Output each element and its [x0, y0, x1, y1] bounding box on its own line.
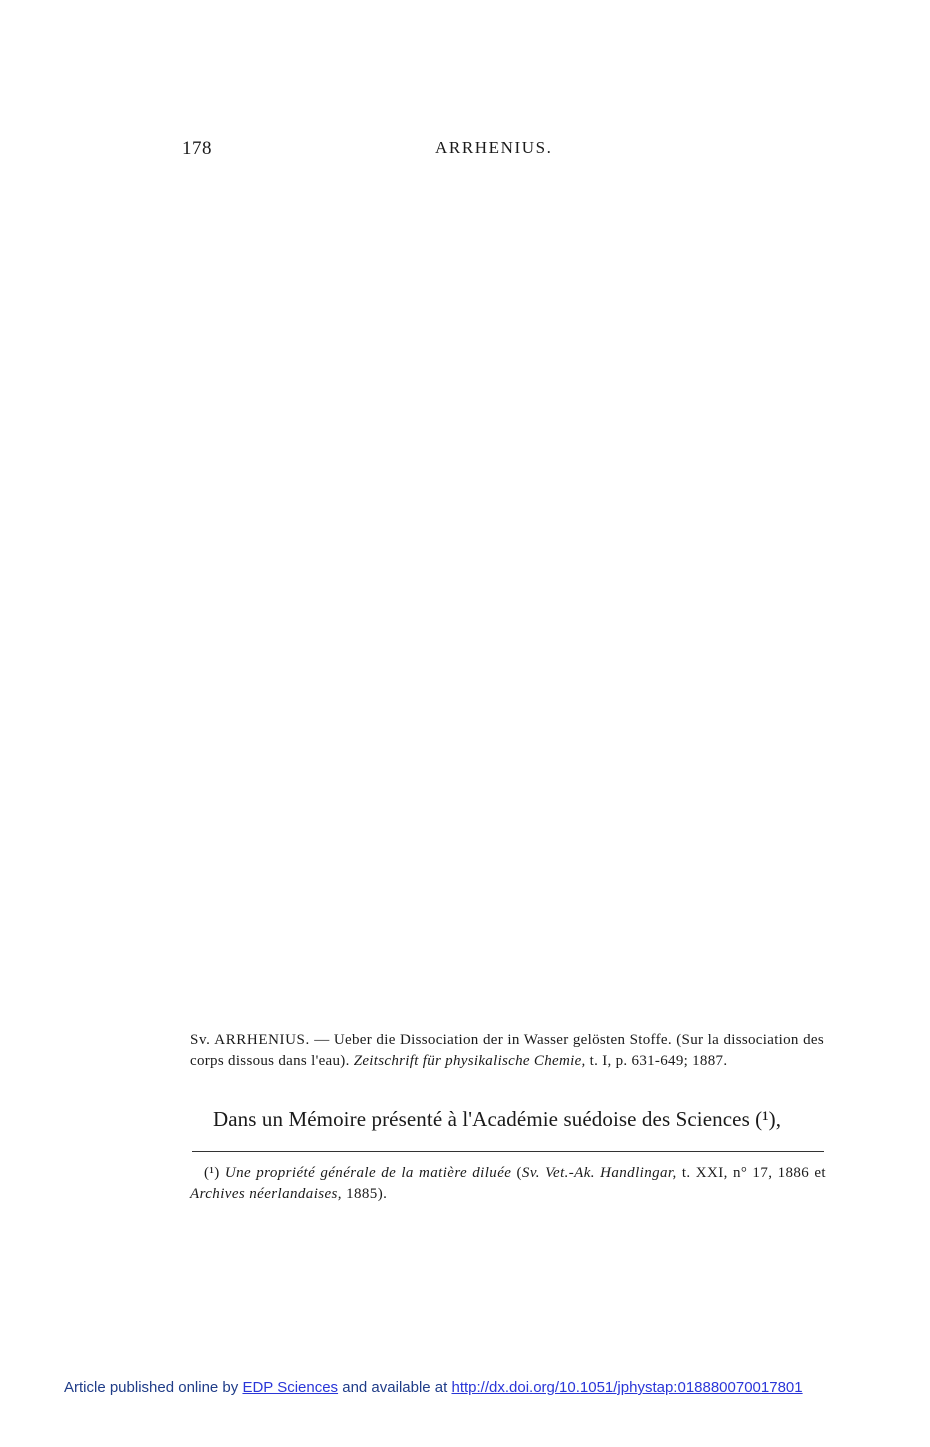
body-first-line: Dans un Mémoire présenté à l'Académie suédoise des Sciences (¹), [213, 1107, 782, 1131]
citation-author: Sv. ARRHENIUS. [190, 1032, 310, 1048]
footnote-title: Une propriété générale de la matière diluée [224, 1165, 512, 1181]
citation-title-fr: (Sur la dissociation des corps dissous dans l'eau). [190, 1032, 824, 1069]
citation-title-de: Ueber die Dissociation der in Wasser gelösten Stoffe. [333, 1032, 672, 1048]
doi-link[interactable]: http://dx.doi.org/10.1051/jphystap:018880070017801 [451, 1379, 803, 1396]
publisher-banner [64, 1379, 803, 1396]
page-number: 178 [182, 138, 212, 159]
footnote-source-b: t. XXI, n° 17, 1886 et [676, 1165, 826, 1181]
footnote-source-end: 1885). [341, 1186, 388, 1202]
footnote-source-a: Sv. Vet.-Ak. Handlingar, [521, 1165, 677, 1181]
citation-block [190, 1030, 824, 1072]
citation-journal: Zeitschrift für physikalische Chemie, [353, 1053, 586, 1069]
banner-prefix: Article published online by [64, 1379, 243, 1396]
footnote-source-b-italic: Archives néerlandaises, [190, 1186, 342, 1202]
banner-middle: and available at [338, 1379, 452, 1396]
footnote [190, 1163, 826, 1205]
footnote-paren-open: ( [511, 1165, 522, 1181]
citation-dash: — [309, 1032, 334, 1048]
publisher-link[interactable]: EDP Sciences [242, 1379, 339, 1396]
footnote-mark: (¹) [204, 1165, 225, 1181]
citation-volume: t. I, p. 631-649; 1887. [585, 1053, 728, 1069]
footnote-rule [192, 1151, 824, 1152]
running-title: ARRHENIUS. [435, 138, 553, 157]
